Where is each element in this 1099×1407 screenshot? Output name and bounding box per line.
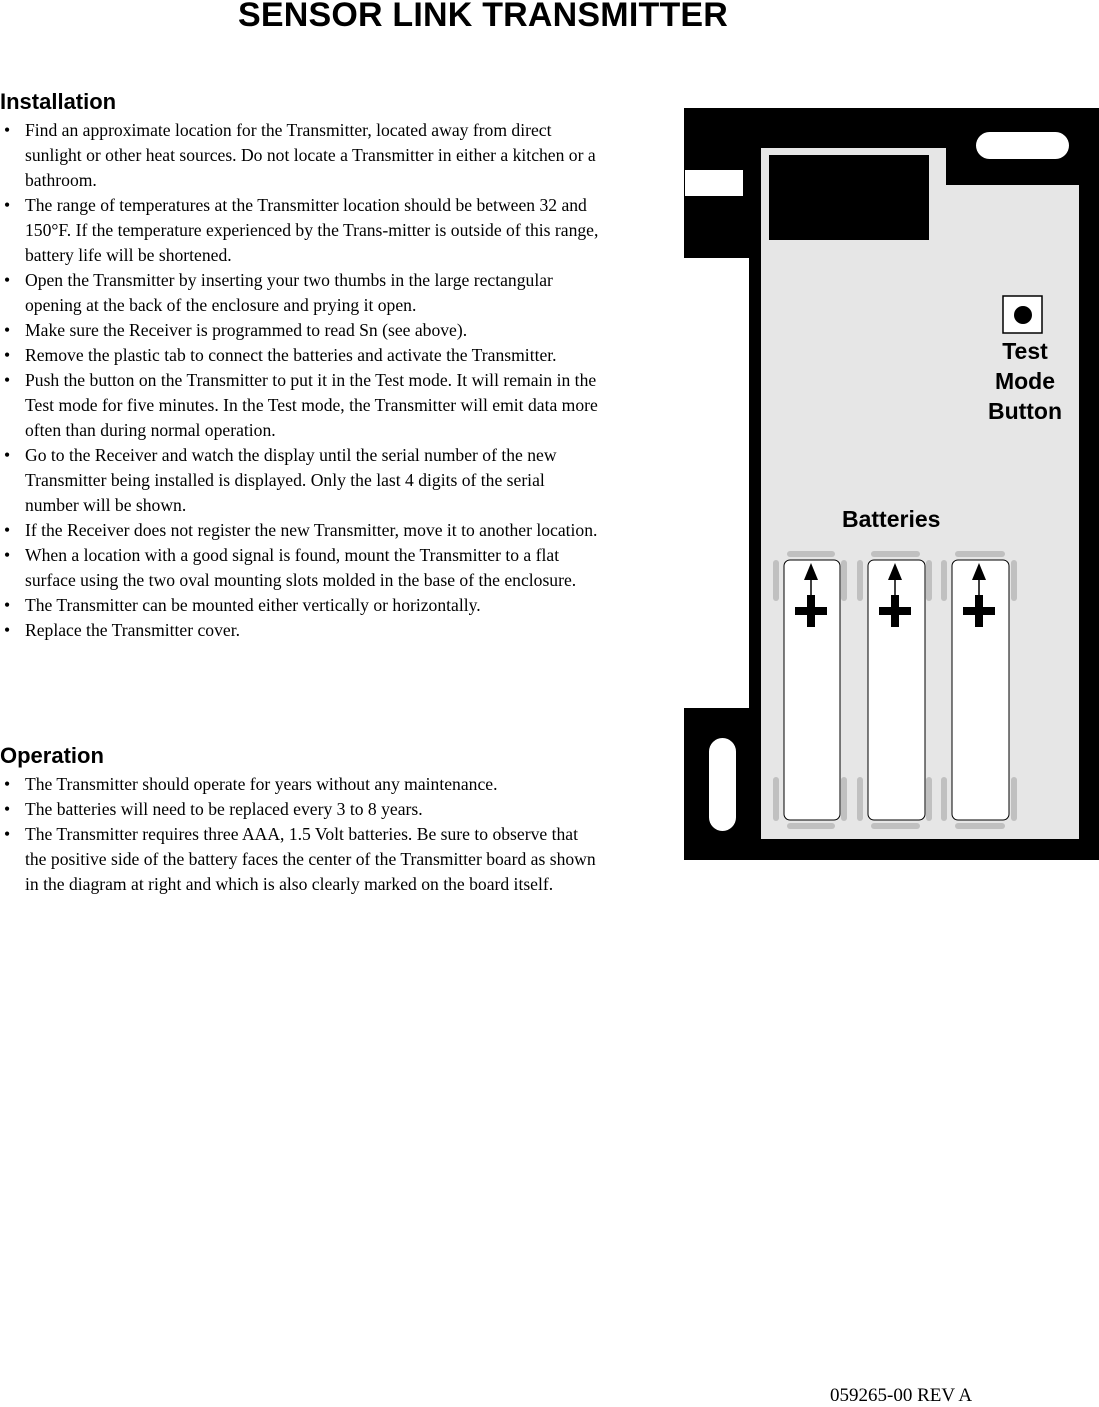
bullet: • — [4, 195, 11, 215]
list-item — [0, 268, 600, 318]
test-label-line: Test — [1002, 338, 1048, 364]
list-item-text: Open the Transmitter by inserting your two thumbs in the large rectangular opening at the back of the enclosure and prying it open. — [25, 270, 553, 315]
test-button-dot — [1014, 306, 1032, 324]
list-item-text: Push the button on the Transmitter to put it in the Test mode. It will remain in the Test mode for five minutes. In the Test mode, the Transmitter will emit data more often than during normal operation. — [25, 370, 598, 440]
list-item-text: The Transmitter should operate for years without any maintenance. — [25, 774, 498, 794]
test-label-line: Button — [987, 398, 1063, 424]
list-item-text: Go to the Receiver and watch the display until the serial number of the new Transmitter being installed is displayed. Only the last 4 digits of the serial number will be shown. — [25, 445, 557, 515]
installation-heading: Installation — [0, 89, 117, 114]
bullet: • — [4, 595, 11, 615]
list-item — [0, 318, 600, 343]
list-item-text: The Transmitter can be mounted either vertically or horizontally. — [25, 595, 481, 615]
list-item — [0, 618, 600, 643]
cutout-notch — [685, 170, 743, 196]
bullet: • — [4, 370, 11, 390]
list-item-text: Make sure the Receiver is programmed to read Sn (see above). — [25, 320, 468, 340]
list-item — [0, 518, 600, 543]
bullet: • — [4, 520, 11, 540]
list-item-text: Remove the plastic tab to connect the batteries and activate the Transmitter. — [25, 345, 557, 365]
list-item — [0, 772, 600, 797]
chip-block — [769, 155, 929, 240]
mounting-slot — [709, 738, 736, 831]
operation-list — [0, 772, 600, 897]
battery-slot — [860, 554, 929, 826]
list-item-text: The range of temperatures at the Transmitter location should be between 32 and 150°F. If the temperature experienced by the Trans-mitter is outside of this range, battery life will be shortened. — [25, 195, 599, 265]
batteries-label: Batteries — [842, 506, 941, 532]
battery-slot — [776, 554, 844, 826]
bullet: • — [4, 824, 11, 844]
bullet: • — [4, 270, 11, 290]
page-title: SENSOR LINK TRANSMITTER — [238, 0, 729, 34]
bullet: • — [4, 345, 11, 365]
list-item — [0, 343, 600, 368]
test-mode-button-label — [975, 336, 1075, 426]
list-item — [0, 593, 600, 618]
test-label-line: Mode — [994, 368, 1056, 394]
mounting-slot — [976, 132, 1069, 159]
battery-slot — [944, 554, 1014, 826]
list-item-text: The batteries will need to be replaced every 3 to 8 years. — [25, 799, 423, 819]
list-item — [0, 543, 600, 593]
bullet: • — [4, 774, 11, 794]
document-revision: 059265-00 REV A — [830, 1385, 973, 1406]
list-item — [0, 822, 600, 897]
list-item — [0, 797, 600, 822]
list-item — [0, 443, 600, 518]
operation-heading: Operation — [0, 743, 104, 768]
bullet: • — [4, 120, 11, 140]
bullet: • — [4, 620, 11, 640]
transmitter-diagram — [684, 108, 1099, 860]
bullet: • — [4, 445, 11, 465]
list-item-text: When a location with a good signal is found, mount the Transmitter to a flat surface using the two oval mounting slots molded in the base of the enclosure. — [25, 545, 577, 590]
enclosure-gap — [684, 258, 749, 708]
installation-list — [0, 118, 600, 643]
list-item-text: If the Receiver does not register the new Transmitter, move it to another location. — [25, 520, 598, 540]
list-item — [0, 193, 600, 268]
bullet: • — [4, 320, 11, 340]
list-item-text: Replace the Transmitter cover. — [25, 620, 240, 640]
bullet: • — [4, 545, 11, 565]
bullet: • — [4, 799, 11, 819]
list-item — [0, 118, 600, 193]
list-item-text: Find an approximate location for the Transmitter, located away from direct sunlight or other heat sources. Do not locate a Transmitter in either a kitchen or a bathroom. — [25, 120, 596, 190]
list-item — [0, 368, 600, 443]
transmitter-board-illustration — [684, 108, 1099, 860]
list-item-text: The Transmitter requires three AAA, 1.5 Volt batteries. Be sure to observe that the positive side of the battery faces the center of the Transmitter board as shown in the diagram at right and which is also clearly marked on the board itself. — [25, 824, 596, 894]
